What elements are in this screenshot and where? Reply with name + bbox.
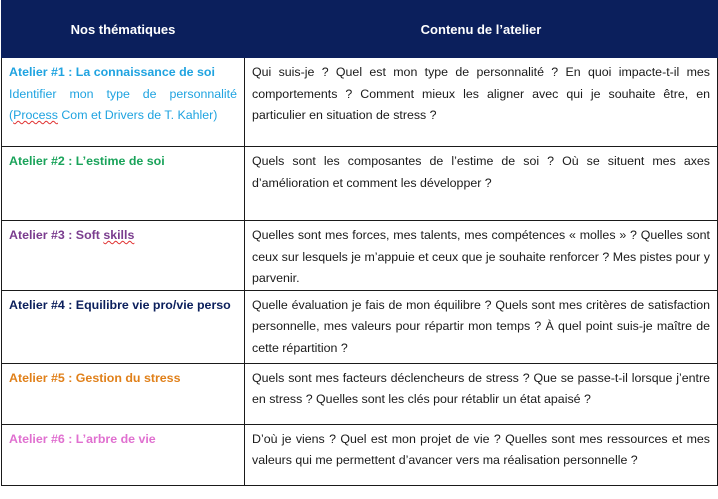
content-cell-atelier-3: Quelles sont mes forces, mes talents, mes compétences « molles » ? Quelles sont ceux sur lesquels je m’appuie et ceux que je souhaite renforcer ? Mes pistes pour y parvenir. bbox=[245, 221, 718, 291]
atelier-1-subtitle-line2 bbox=[9, 105, 237, 127]
atelier-1-subtitle-pre: ( bbox=[9, 108, 14, 122]
header-themes: Nos thématiques bbox=[2, 1, 245, 58]
table-row bbox=[2, 290, 718, 363]
spellcheck-skills: skills bbox=[103, 228, 135, 242]
theme-cell-atelier-6: Atelier #6 : L’arbre de vie bbox=[2, 424, 245, 485]
theme-cell-atelier-1 bbox=[2, 58, 245, 147]
header-content: Contenu de l’atelier bbox=[245, 1, 718, 58]
content-cell-atelier-4: Quelle évaluation je fais de mon équilibre ? Quels sont mes critères de satisfaction personnelle, mes valeurs pour répartir mon temps ? À quel point suis-je maître de cette répartition ? bbox=[245, 290, 718, 363]
content-cell-atelier-6: D’où je viens ? Quel est mon projet de vie ? Quelles sont mes ressources et mes valeurs qui me permettent d’avancer vers ma réalisation personnelle ? bbox=[245, 424, 718, 485]
atelier-3-title-prefix: Atelier #3 : Soft bbox=[9, 228, 104, 242]
workshop-table bbox=[1, 0, 718, 486]
atelier-1-title: Atelier #1 : La connaissance de soi bbox=[9, 65, 215, 79]
theme-cell-atelier-3 bbox=[2, 221, 245, 291]
table-row bbox=[2, 221, 718, 291]
header-row bbox=[2, 1, 718, 58]
table-row bbox=[2, 424, 718, 485]
atelier-1-subtitle-post: Com et Drivers de T. Kahler) bbox=[57, 108, 218, 122]
table-row bbox=[2, 363, 718, 424]
theme-cell-atelier-2: Atelier #2 : L’estime de soi bbox=[2, 147, 245, 221]
content-cell-atelier-1: Qui suis-je ? Quel est mon type de personnalité ? En quoi impacte-t-il mes comportements ? Comment mieux les aligner avec qui je souhaite être, en particulier en situation de stress ? bbox=[245, 58, 718, 147]
table-row bbox=[2, 58, 718, 147]
theme-cell-atelier-5: Atelier #5 : Gestion du stress bbox=[2, 363, 245, 424]
theme-cell-atelier-4: Atelier #4 : Equilibre vie pro/vie perso bbox=[2, 290, 245, 363]
content-cell-atelier-2: Quels sont les composantes de l’estime de soi ? Où se situent mes axes d’amélioration et comment les développer ? bbox=[245, 147, 718, 221]
spellcheck-process: Process bbox=[13, 108, 58, 122]
atelier-1-subtitle-line1: Identifier mon type de personnalité bbox=[9, 86, 237, 101]
content-cell-atelier-5: Quels sont mes facteurs déclencheurs de stress ? Que se passe-t-il lorsque j’entre en stress ? Quelles sont les clés pour rétablir un état apaisé ? bbox=[245, 363, 718, 424]
table-row bbox=[2, 147, 718, 221]
